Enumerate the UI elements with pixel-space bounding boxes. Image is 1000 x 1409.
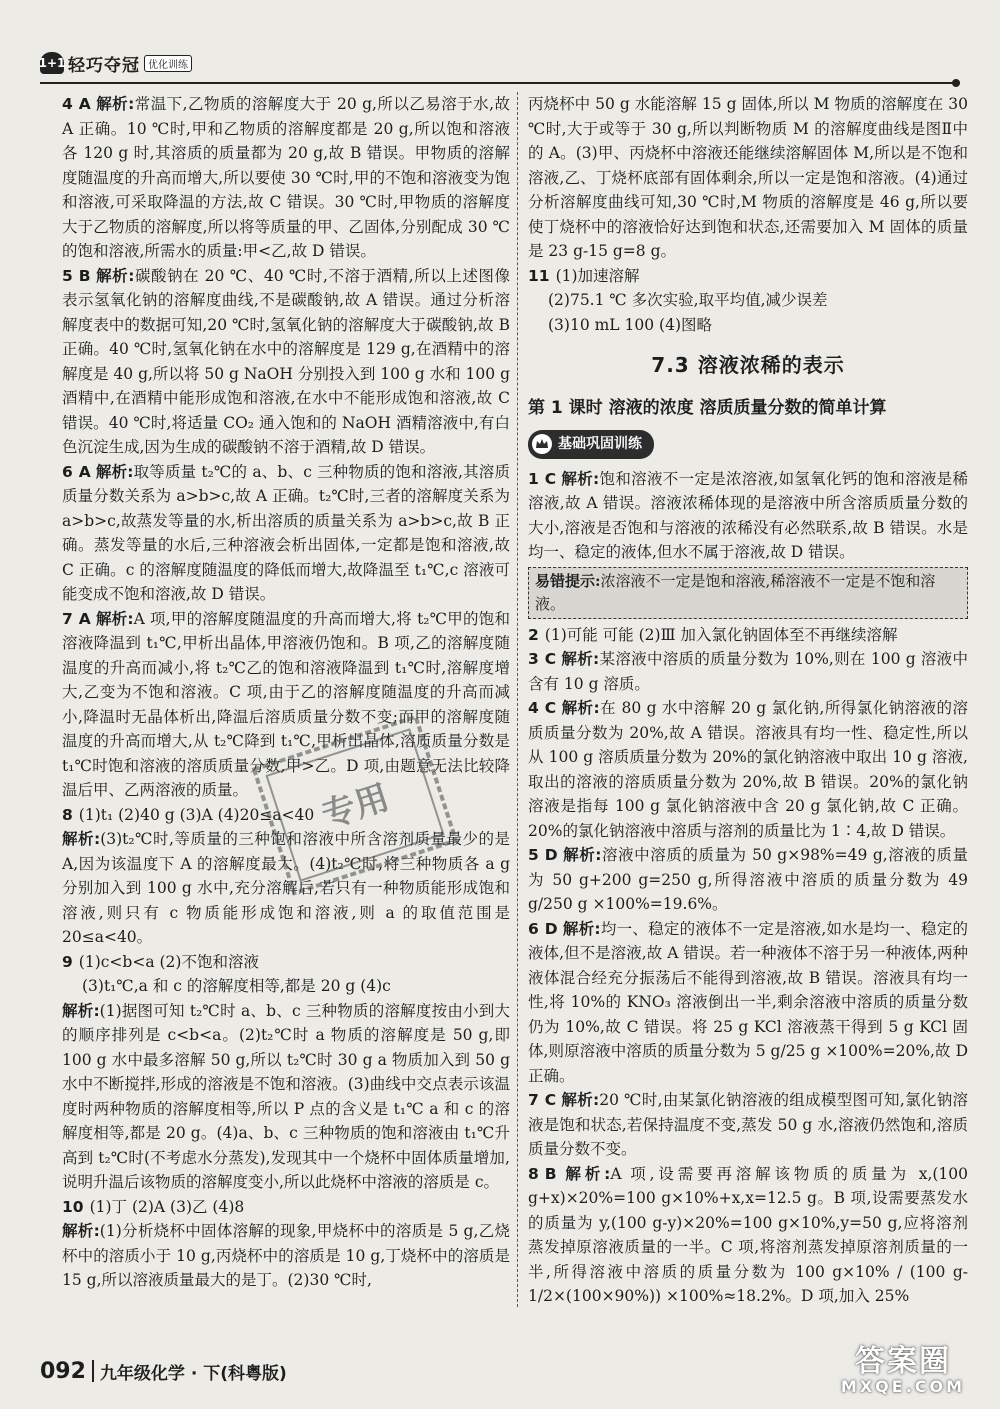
question-number: 11	[528, 266, 550, 285]
answer-choice: C	[544, 650, 557, 668]
answer-item-3	[528, 647, 968, 696]
analysis-text: 溶液中溶质的质量为 50 g×98%=49 g,溶液的质量为 50 g+200 g=250 g,所得溶液中溶质的质量分数为 49 g/250 g ×100%=19.6%。	[528, 846, 968, 913]
book-title: 九年级化学 · 下(科粤版)	[99, 1363, 287, 1384]
publisher-logo	[40, 50, 192, 76]
analysis-label: 解析:	[96, 95, 135, 113]
analysis-text: 均一、稳定的液体不一定是溶液,如水是均一、稳定的液体,但不是溶液,故 A 错误。若一种液体不溶于另一种液体,两种液体混合经充分振荡后不能得到溶液,故 B 错误。溶液具有均一性,将 10%的 KNO₃ 溶液倒出一半,剩余溶液中溶质的质量分数仍为 10%,故 C 错误。将 25 g KCl 溶液蒸干得到 5 g KCl 固体,则原溶液中溶质的质量分数为 5 g/25 g ×100%=20%,故 D 正确。	[528, 919, 968, 1085]
page-header	[40, 48, 960, 84]
error-tip-box	[528, 567, 968, 619]
answer-choice: C	[544, 699, 557, 717]
analysis-text: 碳酸钠在 20 ℃、40 ℃时,不溶于酒精,所以上述图像表示氢氧化钠的溶解度曲线,不是碳酸钠,故 A 错误。通过分析溶解度表中的数据可知,20 ℃时,氢氧化钠的溶解度大于碳酸钠,故 B 正确。40 ℃时,氢氧化钠在水中的溶解度是 129 g,在酒精中的溶解度是 40 g,所以将 50 g NaOH 分别投入到 100 g 水和 100 g 酒精中,在酒精中能形成饱和溶液,在水中不能形成饱和溶液,故 C 错误。40 ℃时,将适量 CO₂ 通入饱和的 NaOH 酒精溶液中,有白色沉淀生成,因为生成的碳酸钠不溶于酒精,故 D 错误。	[62, 266, 510, 456]
answer-text: (1)丁 (2)A (3)乙 (4)8	[89, 1197, 245, 1216]
logo-name: 轻巧夺冠	[68, 55, 140, 76]
answer-choice: A	[78, 462, 91, 481]
analysis-label: 解析:	[561, 469, 600, 488]
right-column	[528, 92, 968, 1309]
site-watermark	[828, 1344, 978, 1398]
answer-choice: C	[544, 1091, 557, 1109]
analysis-label: 解析:	[62, 830, 101, 848]
training-badge	[528, 430, 654, 459]
analysis-label: 解析:	[565, 1164, 611, 1183]
answer-item-6	[62, 460, 510, 607]
analysis-text: 丙烧杯中 50 g 水能溶解 15 g 固体,所以 M 物质的溶解度在 30 ℃时,大于或等于 30 g,所以判断物质 M 的溶解度曲线是图Ⅱ中的 A。(3)甲、丙烧杯中溶液还能继续溶解固体 M,所以是不饱和溶液,乙、丁烧杯底部有固体剩余,所以一定是饱和溶液。(4)通过分析溶解度曲线可知,30 ℃时,M 物质的溶解度是 46 g,所以要使丁烧杯中的溶液恰好达到饱和状态,还需要加入 M 固体的质量是 23 g-15 g=8 g。	[528, 95, 968, 260]
answer-item-1	[528, 467, 968, 565]
question-number: 6	[528, 919, 539, 938]
analysis-text: (3)t₂℃时,等质量的三种饱和溶液中所含溶剂质量最少的是 A,因为该温度下 A 的溶解度最大。(4)t₂℃时,将三种物质各 a g 分别加入到 100 g 水中,充分溶解后,若只有一种物质能形成饱和溶液,则只有 c 物质能形成饱和溶液,则 a 的取值范围是 20≤a<40。	[62, 830, 511, 946]
question-number: 2	[528, 625, 539, 644]
answer-text-line2: (3)t₁℃,a 和 c 的溶解度相等,都是 20 g (4)c	[82, 977, 391, 995]
page-footer	[40, 1356, 640, 1386]
analysis-label: 解析:	[62, 1001, 100, 1020]
question-number: 8	[528, 1164, 539, 1183]
training-badge-label: 基础巩固训练	[558, 436, 642, 452]
analysis-text: 饱和溶液不一定是浓溶液,如氢氧化钙的饱和溶液是稀溶液,故 A 错误。溶液浓稀体现的是溶液中所含溶质质量分数的大小,溶液是否饱和与溶液的浓稀没有必然联系,故 B 错误。水是均一、稳定的液体,但水不属于溶液,故 D 错误。	[528, 469, 968, 561]
question-number: 7	[528, 1091, 539, 1109]
answer-choice: A	[78, 95, 91, 113]
answer-item-10-cont	[528, 92, 968, 264]
answer-text-line3: (3)10 mL 100 (4)图略	[548, 315, 712, 334]
answer-choice: D	[544, 919, 558, 938]
stamp-text: 专用	[317, 777, 395, 837]
watermark-sub: MXQE.COM	[840, 1377, 966, 1396]
question-number: 7	[62, 609, 73, 628]
analysis-label: 解析:	[561, 650, 600, 668]
answer-choice: B	[78, 266, 91, 285]
answer-item-11	[528, 264, 968, 338]
answer-text: (1)加速溶解	[555, 266, 640, 285]
analysis-label: 解析:	[62, 1222, 100, 1240]
answer-choice: D	[544, 846, 558, 864]
answer-choice: A	[78, 609, 91, 628]
analysis-text: 取等质量 t₂℃的 a、b、c 三种物质的饱和溶液,其溶质质量分数关系为 a>b>c,故 A 正确。t₂℃时,三者的溶解度关系为 a>b>c,故蒸发等量的水,析出溶质的质量关系为 a>b>c,故 B 正确。蒸发等量的水后,三种溶液会析出固体,一定都是饱和溶液,故 C 正确。c 的溶解度随温度的降低而增大,故降温至 t₁℃,c 溶液可能变成不饱和溶液,故 D 错误。	[62, 462, 510, 603]
analysis-text: A 项,设需要再溶解该物质的质量为 x,(100 g+x)×20%=100 g×10%+x,x=12.5 g。B 项,设需要蒸发水的质量为 y,(100 g-y)×20%=100 g×10%,y=50 g,应将溶剂蒸发掉原溶液质量的一半。C 项,将溶剂蒸发掉原溶剂质量的一半,所得溶液中溶质的质量分数为 100 g×10% / (100 g-1/2×(100×90%)) ×100%≈18.2%。D 项,加入 25%	[528, 1164, 968, 1305]
column-divider	[517, 92, 518, 1307]
answer-item-8	[62, 803, 510, 950]
crown-icon	[532, 434, 552, 454]
answer-item-10	[62, 1195, 510, 1293]
lesson-title: 第 1 课时 溶液的浓度 溶质质量分数的简单计算	[528, 397, 887, 418]
header-dot-icon	[952, 79, 960, 87]
analysis-text: 某溶液中溶质的质量分数为 10%,则在 100 g 溶液中含有 10 g 溶质。	[528, 650, 968, 693]
answer-item-4-right	[528, 696, 968, 843]
answer-text-line2: (2)75.1 ℃ 多次实验,取平均值,减少误差	[548, 291, 828, 309]
page-number: 092	[40, 1358, 86, 1384]
question-number: 4	[62, 95, 73, 113]
question-number: 5	[62, 266, 73, 285]
analysis-text: (1)分析烧杯中固体溶解的现象,甲烧杯中的溶质是 5 g,乙烧杯中的溶质小于 10 g,丙烧杯中的溶质是 10 g,丁烧杯中的溶质是 15 g,所以溶液质量最大的是丁。(2)30 ℃时,	[62, 1222, 510, 1289]
answer-item-5-right	[528, 843, 968, 917]
answer-choice: B	[544, 1164, 557, 1183]
analysis-text: 在 80 g 水中溶解 20 g 氯化钠,所得氯化钠溶液的溶质质量分数为 20%,故 A 错误。溶液具有均一性、稳定性,所以从 100 g 溶质质量分数为 20%的氯化钠溶液中取出 10 g 溶液,取出的溶液的溶质质量分数为 20%,故 B 错误。20%的氯化钠溶液是指每 100 g 氯化钠溶液中含 20 g 氯化钠,故 C 正确。20%的氯化钠溶液中溶质与溶剂的质量比为 1∶4,故 D 错误。	[528, 699, 968, 840]
answer-item-7	[62, 607, 510, 803]
analysis-text: A 项,甲的溶解度随温度的升高而增大,将 t₂℃甲的饱和溶液降温到 t₁℃,甲析出晶体,甲溶液仍饱和。B 项,乙的溶解度随温度的升高而减小,将 t₂℃乙的饱和溶液降温到 t₁℃时,溶解度增大,乙变为不饱和溶液。C 项,由于乙的溶解度随温度的升高而减小,降温时无晶体析出,降温后溶质质量分数不变;而甲的溶解度随温度的升高而增大,从 t₂℃降到 t₁℃,甲析出晶体,溶质质量分数是 t₁℃时饱和溶液的溶质质量分数,甲>乙。D 项,由题意无法比较降温后甲、乙两溶液的质量。	[62, 609, 510, 799]
analysis-label: 解析:	[563, 846, 602, 864]
analysis-label: 解析:	[95, 609, 134, 628]
answer-text: (1)可能 可能 (2)Ⅲ 加入氯化钠固体至不再继续溶解	[544, 625, 898, 644]
section-title: 7.3 溶液浓稀的表示	[651, 353, 845, 377]
analysis-label: 解析:	[562, 919, 601, 938]
answer-choice: C	[544, 469, 557, 488]
logo-mark-icon: 1+1	[40, 52, 64, 74]
answer-item-8-right	[528, 1162, 968, 1309]
analysis-text: 常温下,乙物质的溶解度大于 20 g,所以乙易溶于水,故 A 正确。10 ℃时,甲和乙物质的溶解度都是 20 g,所以饱和溶液各 120 g 时,其溶质的质量都为 20 g,故 B 错误。甲物质的溶解度随温度的升高而增大,所以要使 30 ℃时,甲的不饱和溶液变为饱和溶液,可采取降温的方法,故 C 错误。30 ℃时,甲物质的溶解度大于乙物质的溶解度,所以将等质量的甲、乙固体,分别配成 30 ℃的饱和溶液,所需水的质量:甲<乙,故 D 错误。	[62, 95, 510, 260]
watermark-main: 答案圈	[855, 1344, 951, 1379]
answer-item-2	[528, 623, 968, 648]
analysis-text: 20 ℃时,由某氯化钠溶液的组成模型图可知,氯化钠溶液是饱和状态,若保持温度不变,蒸发 50 g 水,溶液仍然饱和,溶质质量分数不变。	[528, 1091, 968, 1158]
question-number: 5	[528, 846, 539, 864]
question-number: 6	[62, 462, 73, 481]
analysis-label: 解析:	[561, 699, 600, 717]
answer-item-7-right	[528, 1088, 968, 1162]
answer-item-6-right	[528, 917, 968, 1089]
question-number: 9	[62, 952, 73, 971]
logo-badge: 优化训练	[144, 55, 192, 72]
left-column	[62, 92, 510, 1293]
answer-text: (1)c<b<a (2)不饱和溶液	[78, 952, 259, 971]
answer-item-4	[62, 92, 510, 264]
footer-divider	[92, 1360, 94, 1382]
analysis-label: 解析:	[95, 462, 134, 481]
analysis-label: 解析:	[561, 1091, 600, 1109]
question-number: 8	[62, 805, 73, 824]
analysis-text: (1)据图可知 t₂℃时 a、b、c 三种物质的溶解度按由小到大的顺序排列是 c<b<a。(2)t₂℃时 a 物质的溶解度是 50 g,即100 g 水中最多溶解 50 g,所以 t₂℃时 30 g a 物质加入到 50 g 水中不断搅拌,形成的溶液是不饱和溶液。(3)曲线中交点表示该温度时两种物质的溶解度相等,所以 P 点的含义是 t₁℃ a 和 c 的溶解度相等,都是 20 g。(4)a、b、c 三种物质的饱和溶液由 t₁℃升高到 t₂℃时(不考虑水分蒸发),发现其中一个烧杯中固体质量增加,说明升温后该物质的溶解度变小,所以此烧杯中溶液的溶质是 c。	[62, 1001, 510, 1191]
answer-item-5	[62, 264, 510, 460]
question-number: 1	[528, 469, 539, 488]
analysis-label: 解析:	[96, 266, 135, 285]
tip-label: 易错提示:	[535, 571, 601, 590]
question-number: 10	[62, 1197, 84, 1216]
answer-text: (1)t₁ (2)40 g (3)A (4)20≤a<40	[78, 805, 315, 824]
question-number: 4	[528, 699, 539, 717]
question-number: 3	[528, 650, 539, 668]
answer-item-9	[62, 950, 510, 1195]
tip-text: 浓溶液不一定是饱和溶液,稀溶液不一定是不饱和溶液。	[535, 571, 936, 613]
